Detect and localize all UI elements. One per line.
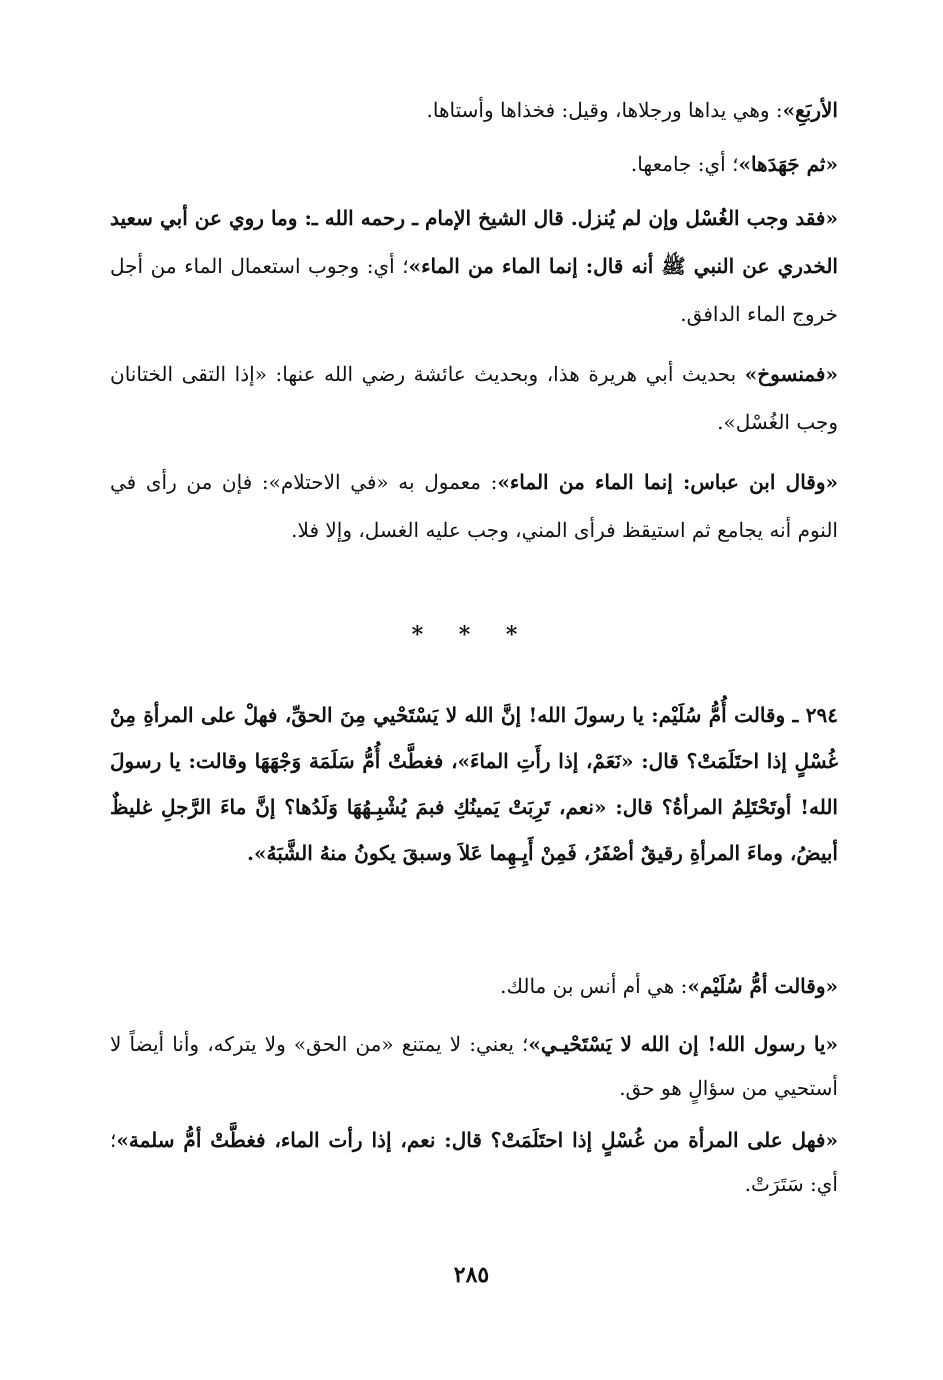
page-number: ٢٨٥ bbox=[453, 1262, 490, 1288]
paragraph-2 bbox=[110, 140, 838, 188]
paragraph-8 bbox=[110, 1118, 838, 1206]
paragraph-2-bold: «ثم جَهَدَها» bbox=[738, 152, 838, 176]
paragraph-7 bbox=[110, 1022, 838, 1110]
paragraph-7-bold: «يا رسول الله! إن الله لا يَسْتَحْيـي» bbox=[528, 1032, 838, 1056]
paragraph-4 bbox=[110, 350, 838, 446]
hadith-block bbox=[110, 692, 838, 876]
paragraph-1 bbox=[110, 86, 838, 134]
paragraph-3-bold: «فقد وجب الغُسْل وإن لم يُنزل. قال الشيخ الإمام ـ رحمه الله ـ: وما روي عن أبي سعيد الخدري عن النبي ﷺ أنه قال: إنما الماء من الماء» bbox=[110, 206, 838, 278]
paragraph-8-text: ؛ أي: سَتَرَتْ. bbox=[110, 1128, 838, 1196]
paragraph-5-text: : معمول به «في الاحتلام»: فإن من رأى في النوم أنه يجامع ثم استيقظ فرأى المني، وجب عليه الغسل، وإلا فلا. bbox=[110, 470, 838, 542]
paragraph-6-text: : هي أم أنس بن مالك. bbox=[500, 974, 688, 998]
hadith-text: ٢٩٤ ـ وقالت أُمُّ سُلَيْم: يا رسولَ الله! إنَّ الله لا يَسْتَحْيي مِنَ الحقِّ، فهلْ على المرأةِ مِنْ غُسْلٍ إذا احتَلَمَتْ؟ قال: «نَعَمْ، إذا رأَتِ الماءَ»، فغطَّتْ أُمُّ سَلَمَة وَجْهَهَا وقالت: يا رسولَ الله! أوتَحْتَلِمُ المرأةُ؟ قال: «نعم، تَرِبَتْ يَمينُكِ فبمَ يُشْبِـهُهَا وَلَدُها؟ إنَّ ماءَ الرَّجلِ غليظٌ أبيضُ، وماءَ المرأةِ رقيقٌ أصْفَرُ، فَمِنْ أَيِـهِما عَلاَ وسبقَ يكونُ منهُ الشَّبَهُ». bbox=[110, 703, 838, 865]
paragraph-5 bbox=[110, 458, 838, 554]
commentary-block-top bbox=[110, 86, 838, 554]
paragraph-6 bbox=[110, 962, 838, 1010]
paragraph-6-bold: «وقالت أمُّ سُلَيْم» bbox=[687, 974, 838, 998]
paragraph-4-bold: «فمنسوخ» bbox=[744, 362, 838, 386]
paragraph-8-bold: «فهل على المرأة من غُسْلٍ إذا احتَلَمَتْ؟ قال: نعم، إذا رأت الماء، فغطَّتْ أمُّ سلمة» bbox=[116, 1128, 838, 1152]
paragraph-1-text: : وهي يداها ورجلاها، وقيل: فخذاها وأستاها. bbox=[426, 98, 783, 122]
paragraph-7-text: ؛ يعني: لا يمتنع «من الحق» ولا يتركه، وأنا أيضاً لا أستحيي من سؤالٍ هو حق. bbox=[110, 1032, 838, 1100]
section-divider: * * * bbox=[411, 622, 532, 648]
paragraph-3 bbox=[110, 194, 838, 338]
commentary-block-bottom bbox=[110, 962, 838, 1206]
paragraph-4-text: بحديث أبي هريرة هذا، وبحديث عائشة رضي الله عنها: «إذا التقى الختانان وجب الغُسْل». bbox=[110, 362, 838, 434]
paragraph-5-bold: «وقال ابن عباس: إنما الماء من الماء» bbox=[497, 470, 839, 494]
paragraph-2-text: ؛ أي: جامعها. bbox=[630, 152, 739, 176]
paragraph-1-bold: الأربَعِ» bbox=[782, 98, 838, 122]
paragraph-3-text: ؛ أي: وجوب استعمال الماء من أجل خروج الماء الدافق. bbox=[110, 254, 838, 326]
